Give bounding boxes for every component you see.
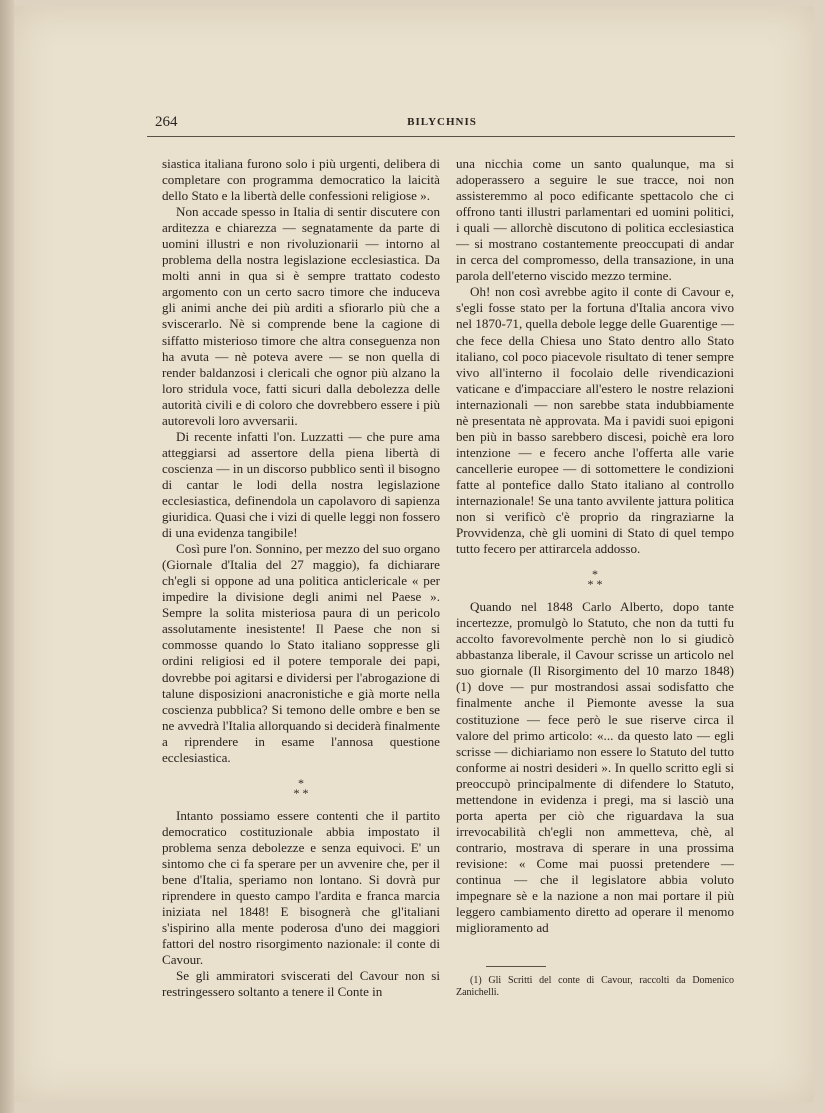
- paragraph: Intanto possiamo essere contenti che il partito democratico costituzionale abbia impostato il problema senza debolezze e senza equivoci. E' un sintomo che ci fa sperare per un avvenire che, per il bene d'Italia, speriamo non lontano. Si dovrà pur riprendere in questo campo l'ardita e franca marcia iniziata nel 1848! E bisognerà che gl'italiani s'ispirino alla mente poderosa d'uno dei maggiori fattori del nostro risorgimento nazionale: il conte di Cavour.: [162, 807, 440, 968]
- running-title: BILYCHNIS: [407, 116, 477, 128]
- paragraph: Oh! non così avrebbe agito il conte di Cavour e, s'egli fosse stato per la fortuna d'Italia ancora vivo nel 1870-71, quella debole legge delle Guarentige — che fece della Chiesa uno Stato dentro allo Stato italiano, col poco piacevole risultato di tener sempre vivo all'interno il focolaio delle rivendicazioni vaticane e d'impacciare all'estero le nostre relazioni internazionali — non sarebbe stata indubbiamente nè presentata nè approvata. Ma i pavidi suoi epigoni ben più in basso sarebbero discesi, poichè era loro intenzione — e fecero anche l'offerta alle varie cancellerie europee — di sottomettere le condizioni fatte al pontefice dallo Stato italiano al controllo internazionale! Se una tanto avvilente jattura politica non si verificò c'è proprio da ringraziarne la Provvidenza, chè gli uomini di Stato di quel tempo tutto fecero per attirarcela addosso.: [456, 284, 734, 557]
- page-number: 264: [155, 114, 178, 130]
- header-rule: [147, 136, 735, 137]
- paragraph: Di recente infatti l'on. Luzzatti — che pure ama atteggiarsi ad assertore della piena libertà di coscienza — in un discorso pubblico sentì il bisogno di cantar le lodi della nostra legislazione ecclesiastica, definendola un capolavoro di sapienza giuridica. Quasi che i vizi di quelle leggi non fossero di una evidenza tangibile!: [162, 428, 440, 541]
- paragraph: Quando nel 1848 Carlo Alberto, dopo tante incertezze, promulgò lo Statuto, che non da tutti fu accolto favorevolmente perchè non lo si giudicò abbastanza liberale, il Cavour scrisse un articolo nel suo giornale (Il Risorgimento del 10 marzo 1848) (1) dove — pur mostrandosi assai sodisfatto che finalmente anche il Piemonte avesse la sua costituzione — fece però le sue riserve circa il valore del primo articolo: «... da questo lato — egli scrisse — dichiariamo non essere lo Statuto del tutto conforme ai nostri desideri ». In quello scritto egli si preoccupò principalmente di difendere lo Statuto, mettendone in evidenza i pregi, ma si lasciò una porta aperta per ciò che riguardava la sua irrevocabilità ch'egli non ammetteva, chè, al contrario, mostrava di sperare in una prossima revisione: « Come mai puossi pretendere — continua — che il legislatore abbia voluto impegnare sè e la nazione a non mai portare il più leggero cambiamento diretto ad operare il menomo miglioramento ad: [456, 599, 734, 936]
- left-column: [162, 156, 440, 1000]
- paragraph: Non accade spesso in Italia di sentir discutere con arditezza e chiarezza — segnatamente da parte di uomini illustri e non rivoluzionarii — intorno al problema della nostra legislazione ecclesiastica. Da molti anni in qua si è sempre trattato codesto argomento con un certo sacro timore che induceva gli animi anche dei più arditi a sfiorarlo più che a sviscerarlo. Nè si comprende bene la cagione di siffatto misterioso timore che altra conseguenza non ha avuta — nè poteva avere — se non quella di render baldanzosi i clericali che ognor più alzano la loro stridula voce, fatti sicuri dalla debolezza delle autorità civili e di coloro che dovrebbero essere i più autorevoli loro avversarii.: [162, 204, 440, 428]
- paragraph: una nicchia come un santo qualunque, ma si adoperassero a seguire le sue tracce, noi non assisteremmo al poco edificante spettacolo che ci offrono tanti illustri parlamentari ed uomini politici, i quali — allorchè discutono di politica ecclesiastica — si mostrano costantemente preoccupati di andar in cerca del compromesso, della transazione, in una parola dell'eterno viscido mezzo termine.: [456, 156, 734, 284]
- paragraph: Così pure l'on. Sonnino, per mezzo del suo organo (Giornale d'Italia del 27 maggio), fa dichiarare ch'egli si oppone ad una politica anticlericale « per impedire la divisione degli animi nel Paese ». Sempre la solita misteriosa paura di un pericolo assolutamente inesistente! Il Paese che non si commosse quando lo Stato italiano soppresse gli ordini religiosi ed il potere temporale dei papi, dovrebbe poi agitarsi e dividersi per l'abrogazione di talune disposizioni anacronistiche e già morte nella coscienza pubblica? Si temono delle ombre e ben se ne avvedrà l'Italia allorquando si deciderà finalmente a riprendere in esame l'annosa questione ecclesiastica.: [162, 541, 440, 765]
- right-column: [456, 156, 734, 999]
- section-separator: [456, 557, 734, 599]
- page-header: [147, 114, 737, 136]
- paragraph: siastica italiana furono solo i più urgenti, delibera di completare con programma democratico la laicità dello Stato e la libertà delle confessioni religiose ».: [162, 156, 440, 204]
- footnote-rule: [486, 966, 546, 967]
- separator-stars: * *: [587, 577, 603, 592]
- paragraph: Se gli ammiratori sviscerati del Cavour non si restringessero soltanto a tenere il Conte in: [162, 968, 440, 1000]
- section-separator: [162, 766, 440, 808]
- separator-stars: * *: [293, 785, 309, 800]
- separator-star: *: [592, 567, 598, 582]
- separator-star: *: [298, 775, 304, 790]
- footnote: (1) Gli Scritti del conte di Cavour, raccolti da Domenico Zanichelli.: [456, 975, 734, 999]
- book-binding-edge: [0, 0, 14, 1113]
